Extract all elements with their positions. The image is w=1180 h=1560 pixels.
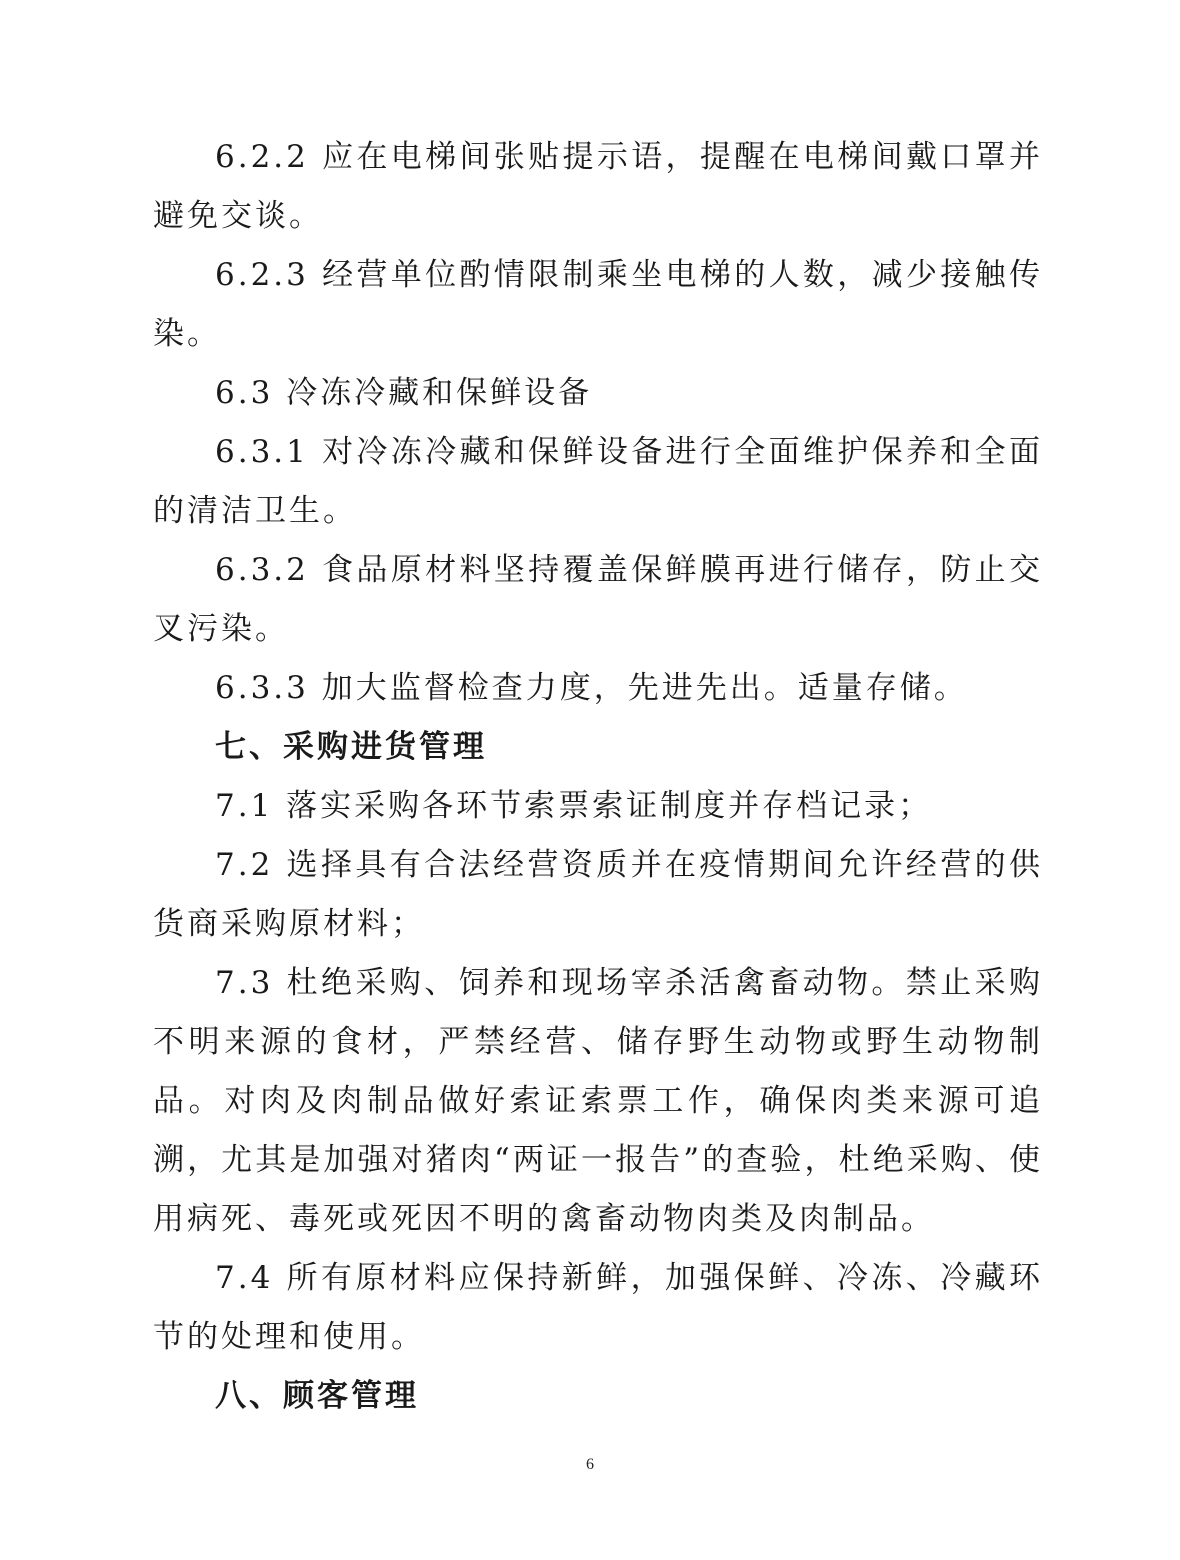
paragraph-6-3-2: 6.3.2 食品原材料坚持覆盖保鲜膜再进行储存，防止交叉污染。 (153, 552, 1043, 647)
paragraph-7-2: 7.2 选择具有合法经营资质并在疫情期间允许经营的供货商采购原材料； (153, 847, 1043, 942)
document-body (153, 128, 1043, 1426)
section-heading-7: 七、采购进货管理 (215, 729, 487, 765)
paragraph-6-3-1: 6.3.1 对冷冻冷藏和保鲜设备进行全面维护保养和全面的清洁卫生。 (153, 434, 1043, 529)
section-heading-8: 八、顾客管理 (215, 1378, 419, 1414)
paragraph-7-3: 7.3 杜绝采购、饲养和现场宰杀活禽畜动物。禁止采购不明来源的食材，严禁经营、储存野生动物或野生动物制品。对肉及肉制品做好索证索票工作，确保肉类来源可追溯，尤其是加强对猪肉“两证一报告”的查验，杜绝采购、使用病死、毒死或死因不明的禽畜动物肉类及肉制品。 (153, 965, 1043, 1237)
paragraph-7-1: 7.1 落实采购各环节索票索证制度并存档记录； (215, 788, 933, 824)
paragraph-6-2-2: 6.2.2 应在电梯间张贴提示语，提醒在电梯间戴口罩并避免交谈。 (153, 139, 1043, 234)
paragraph-6-3: 6.3 冷冻冷藏和保鲜设备 (215, 375, 593, 411)
paragraph-6-3-3: 6.3.3 加大监督检查力度，先进先出。适量存储。 (215, 670, 968, 706)
paragraph-7-4: 7.4 所有原材料应保持新鲜，加强保鲜、冷冻、冷藏环节的处理和使用。 (153, 1260, 1043, 1355)
paragraph-6-2-3: 6.2.3 经营单位酌情限制乘坐电梯的人数，减少接触传染。 (153, 257, 1043, 352)
page-number: 6 (586, 1456, 594, 1473)
